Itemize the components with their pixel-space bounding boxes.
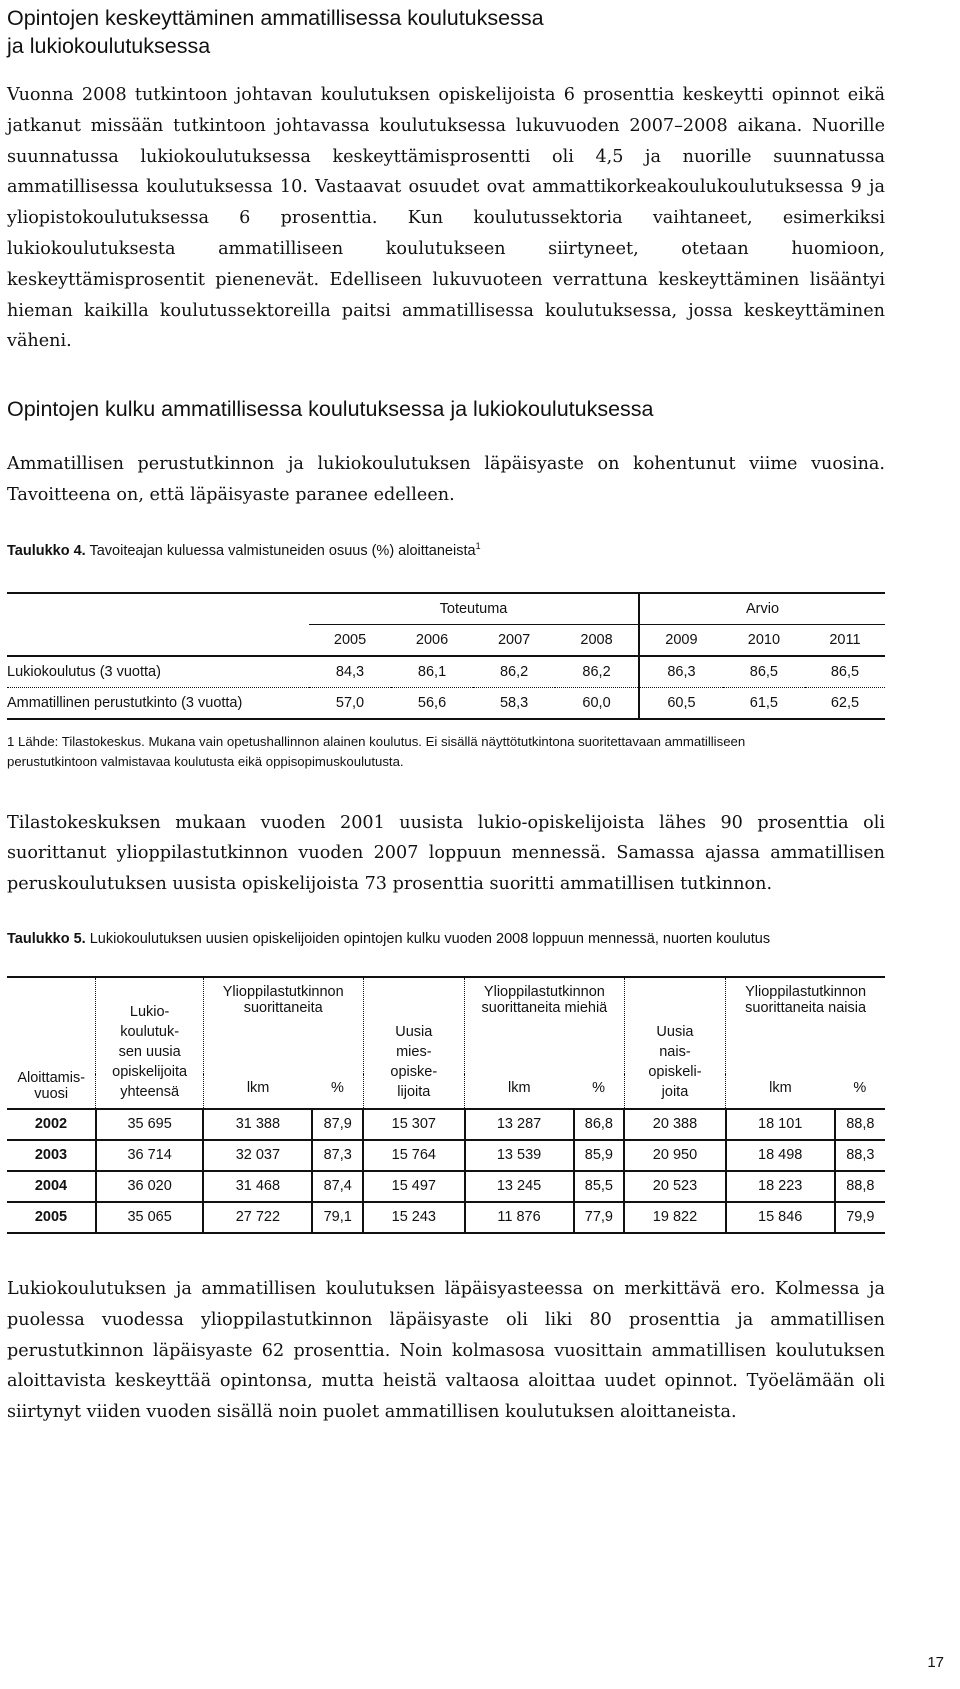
table4-cell: 62,5: [830, 694, 860, 711]
table5-header-yo-naisia: Ylioppilastutkinnon suorittaneita naisia: [745, 983, 867, 1016]
table4-year-row: [7, 624, 885, 656]
table5-row-year: 2004: [7, 1171, 96, 1202]
table4-row-label: Ammatillinen perustutkinto (3 vuotta): [7, 694, 243, 711]
table5-row: [7, 1109, 885, 1140]
table5-cell: 88,3: [835, 1140, 885, 1171]
table4-footnote: [7, 732, 885, 772]
section-heading-keskeyttaminen: [7, 0, 885, 60]
paragraph-ylioppilastutkinto: Tilastokeskuksen mukaan vuoden 2001 uusista lukio-opiskelijoista lähes 90 prosenttia oli suorittanut ylioppilastutkinnon vuoden 2007 loppuun mennessä. Samassa ajassa ammatillisen peruskoulutuksen uusista opiskelijoista 73 prosenttia suoritti ammatillisen tutkinnon.: [7, 812, 885, 895]
table5-cell: 13 539: [465, 1140, 574, 1171]
table5-cell: 15 497: [363, 1171, 464, 1202]
table5-cell: 15 764: [363, 1140, 464, 1171]
table5-cell: 86,8: [574, 1109, 625, 1140]
table4-caption-text: Tavoiteajan kuluessa valmistuneiden osuus (%) aloittaneista: [89, 542, 476, 559]
table5-cell: 13 287: [465, 1109, 574, 1140]
table5-cell: 13 245: [465, 1171, 574, 1202]
table5-row-year: 2003: [7, 1140, 96, 1171]
paragraph-lapaisyaste-ero: Lukiokoulutuksen ja ammatillisen koulutuksen läpäisyasteessa on merkittävä ero. Kolmessa ja puolessa vuodessa ylioppilastutkinnon läpäisyaste oli liki 80 prosenttia ja ammatillisen perustutkinnon läpäisyaste 62 prosenttia. Noin kolmasosa vuosittain ammatillisen koulutuksen aloittavista keskeyttää opintonsa, mutta heistä valtaosa aloittaa uudet opinnot. Työelämään oli siirtynyt viiden vuoden sisällä noin puolet ammatillisen koulutuksen aloittaneista.: [7, 1278, 885, 1423]
table5-cell: 79,9: [835, 1202, 885, 1233]
table5-header-uudet-yhteensa: Lukio- koulutuk- sen uusia opiskelijoita yhteensä: [96, 977, 203, 1109]
table5-cell: 31 388: [203, 1109, 312, 1140]
table4-year-header: 2007: [473, 624, 555, 656]
table5-row: [7, 1202, 885, 1233]
table4-cell: 86,1: [417, 663, 447, 680]
table5-header-lkm: lkm: [203, 1074, 312, 1109]
table5-header-aloittamisvuosi: Aloittamis- vuosi: [7, 977, 96, 1109]
table5-cell: 36 020: [96, 1171, 203, 1202]
table5-header-uusia-naisia: Uusia nais- opiskeli- joita: [624, 977, 725, 1109]
table4-cell: 60,0: [555, 687, 639, 719]
table4-group-toteutuma: Toteutuma: [309, 593, 639, 625]
table5-cell: 31 468: [203, 1171, 312, 1202]
table5-header-row-1: [7, 977, 885, 1074]
table5-cell: 15 243: [363, 1202, 464, 1233]
table5-header-yo-suorittaneita: Ylioppilastutkinnon suorittaneita: [203, 977, 363, 1074]
table5-cell: 20 523: [624, 1171, 725, 1202]
table4-cell: 86,3: [667, 663, 696, 680]
table5-header-lkm: lkm: [726, 1074, 835, 1109]
table5-cell: 27 722: [203, 1202, 312, 1233]
table5-cell: 85,5: [574, 1171, 625, 1202]
table4-year-header: 2010: [723, 624, 805, 656]
table5-header-yo-miehia: Ylioppilastutkinnon suorittaneita miehiä: [465, 977, 625, 1074]
table4-year-header: 2005: [309, 624, 391, 656]
table4-cell: 86,5: [749, 663, 778, 680]
table4-row: [7, 656, 885, 688]
table4-cell: 56,6: [417, 694, 447, 711]
table4-row: [7, 687, 885, 719]
table5-cell: 87,9: [312, 1109, 363, 1140]
table5-label: Taulukko 5.: [7, 930, 86, 947]
table5-cell: 15 307: [363, 1109, 464, 1140]
table5: [7, 976, 885, 1234]
table5-row: [7, 1171, 885, 1202]
table5-caption-text: Lukiokoulutuksen uusien opiskelijoiden opintojen kulku vuoden 2008 loppuun mennessä, nuorten koulutus: [89, 930, 771, 947]
table5-header-pct: %: [312, 1074, 363, 1109]
table4-footnote-line-2: perustutkintoon valmistavaa koulutusta eikä oppisopimuskoulutusta.: [7, 753, 404, 769]
table4-row-label: Lukiokoulutus (3 vuotta): [7, 663, 161, 680]
table4-cell: 86,2: [555, 656, 639, 688]
table4-cell: 86,2: [499, 663, 529, 680]
table4-year-header: 2011: [805, 624, 885, 656]
table5-cell: 18 223: [726, 1171, 835, 1202]
table5-cell: 87,3: [312, 1140, 363, 1171]
table5-cell: 88,8: [835, 1109, 885, 1140]
table4-cell: 61,5: [749, 694, 778, 711]
heading-line-2: ja lukiokoulutuksessa: [7, 34, 211, 58]
table4: [7, 592, 885, 720]
table5-cell: 15 846: [726, 1202, 835, 1233]
table5-row-year: 2005: [7, 1202, 96, 1233]
table5-cell: 77,9: [574, 1202, 625, 1233]
table5-cell: 85,9: [574, 1140, 625, 1171]
table5-cell: 35 065: [96, 1202, 203, 1233]
table5-cell: 20 950: [624, 1140, 725, 1171]
table4-year-header: 2009: [639, 624, 723, 656]
table4-caption: [7, 537, 885, 560]
table5-cell: 87,4: [312, 1171, 363, 1202]
table4-label: Taulukko 4.: [7, 542, 86, 559]
document-page: [7, 0, 885, 1428]
section-heading-opintojen-kulku: Opintojen kulku ammatillisessa koulutuksessa ja lukiokoulutuksessa: [7, 397, 654, 422]
table5-row: [7, 1140, 885, 1171]
table4-cell: 84,3: [335, 663, 365, 680]
table5-header-pct: %: [835, 1074, 885, 1109]
table5-cell: 19 822: [624, 1202, 725, 1233]
heading-line-1: Opintojen keskeyttäminen ammatillisessa koulutuksessa: [7, 6, 544, 30]
page-number: 17: [927, 1654, 944, 1671]
paragraph-lapaisyaste: Ammatillisen perustutkinnon ja lukiokoulutuksen läpäisyaste on kohentunut viime vuosina. Tavoitteena on, että läpäisyaste paranee edelleen.: [7, 454, 885, 505]
table4-year-header: 2006: [391, 624, 473, 656]
table5-cell: 32 037: [203, 1140, 312, 1171]
table5-cell: 20 388: [624, 1109, 725, 1140]
table4-footnote-line-1: 1 Lähde: Tilastokeskus. Mukana vain opetushallinnon alainen koulutus. Ei sisällä näyttötutkintona suoritettavaan ammatilliseen: [7, 733, 746, 749]
table4-caption-footnote-mark: 1: [475, 540, 481, 551]
table4-year-header: 2008: [555, 624, 639, 656]
table5-cell: 35 695: [96, 1109, 203, 1140]
table5-cell: 18 498: [726, 1140, 835, 1171]
table4-cell: 58,3: [499, 694, 529, 711]
table5-header-uusia-miehia: Uusia mies- opiske- lijoita: [363, 977, 464, 1109]
table4-group-row: [7, 593, 885, 625]
table5-cell: 88,8: [835, 1171, 885, 1202]
table5-header-lkm: lkm: [465, 1074, 574, 1109]
paragraph-keskeyttaminen: Vuonna 2008 tutkintoon johtavan koulutuksen opiskelijoista 6 prosenttia keskeytti opinnot eikä jatkanut missään tutkintoon johtavassa koulutuksessa lukuvuoden 2007–2008 aikana. Nuorille suunnatussa lukiokoulutuksessa keskeyttämisprosentti oli 4,5 ja nuorille suunnatussa ammatillisessa koulutuksessa 10. Vastaavat osuudet ovat ammattikorkeakoulukoulutuksessa 9 ja yliopistokoulutuksessa 6 prosenttia. Kun koulutussektoria vaihtaneet, esimerkiksi lukiokoulutuksesta ammatilliseen koulutukseen siirtyneet, otetaan huomioon, keskeyttämisprosentit pienenevät. Edelliseen lukuvuoteen verrattuna keskeyttäminen lisääntyi hieman kaikilla koulutussektoreilla paitsi ammatillisessa koulutuksessa, jossa keskeyttäminen väheni.: [7, 85, 885, 352]
table5-cell: 18 101: [726, 1109, 835, 1140]
table5-cell: 36 714: [96, 1140, 203, 1171]
table5-row-year: 2002: [7, 1109, 96, 1140]
table4-cell: 57,0: [335, 694, 365, 711]
table4-group-arvio: Arvio: [745, 600, 780, 617]
table5-caption: [7, 930, 885, 948]
table5-header-pct: %: [574, 1074, 625, 1109]
table5-cell: 11 876: [465, 1202, 574, 1233]
table4-cell: 86,5: [830, 663, 860, 680]
table5-cell: 79,1: [312, 1202, 363, 1233]
table4-cell: 60,5: [667, 694, 696, 711]
